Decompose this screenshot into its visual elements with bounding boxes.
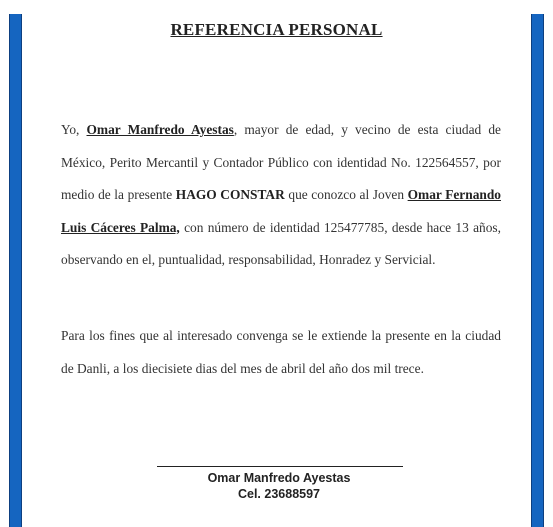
right-border-bar [531, 14, 544, 527]
paragraph-closing: Para los fines que al interesado convenga se le extiende la presente en la ciudad de Danli, a los diecisiete dias del mes de abril del año dos mil trece. [61, 328, 501, 376]
paragraph-text: con número de identidad 125477785, desde hace 13 años, observando en el, puntualidad, responsabilidad, Honradez y Servicial. [61, 219, 501, 267]
signature-line [157, 466, 403, 467]
paragraph-declaration [61, 114, 501, 277]
emphasis-text: HAGO CONSTAR [175, 187, 285, 202]
paragraph-text: , mayor de edad, y vecino de esta ciudad de México, Perito Mercantil y Contador Público con identidad No. 122564557, por medio de la presente [61, 122, 501, 202]
author-name: Omar Manfredo Ayestas [86, 122, 234, 137]
paragraph-text: que conozco al Joven [284, 187, 408, 202]
signature-name: Omar Manfredo Ayestas [207, 471, 351, 485]
left-border-bar [9, 14, 22, 527]
document-title: REFERENCIA PERSONAL [170, 20, 383, 39]
subject-name: Omar Fernando Luis Cáceres Palma, [61, 187, 501, 235]
paragraph-text: Yo, [61, 122, 87, 137]
signature-phone: Cel. 23688597 [237, 487, 320, 501]
